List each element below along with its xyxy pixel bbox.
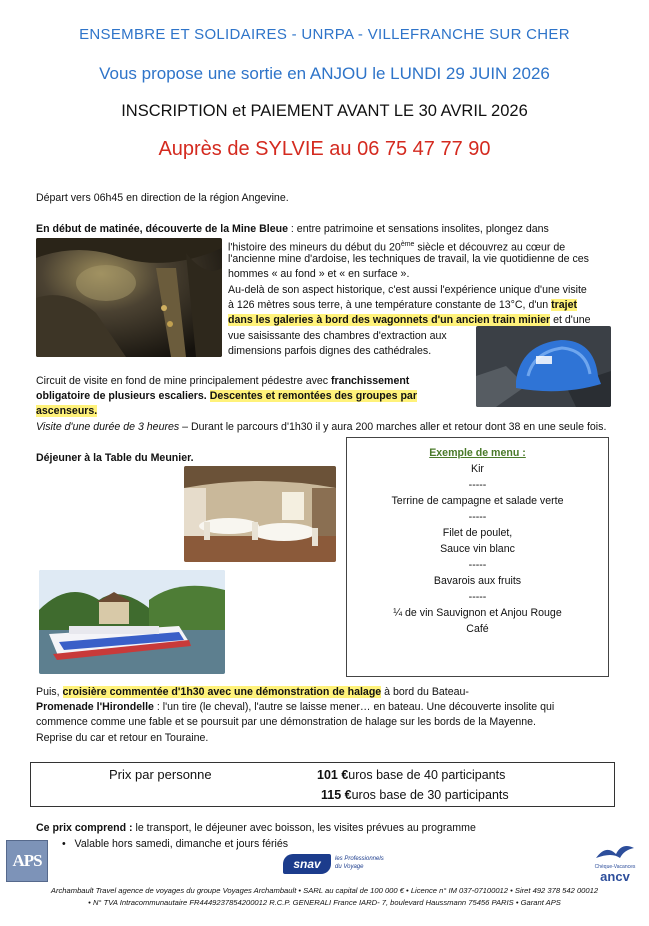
circuit-line-1-pre: Circuit de visite en fond de mine principalement pédestre avec [36, 375, 332, 387]
circuit-highlight-elevators: ascenseurs. [36, 405, 98, 417]
mine-line-7-post: et d'une [550, 314, 591, 326]
association-title: ENSEMBRE ET SOLIDAIRES - UNRPA - VILLEFRANCHE SUR CHER [79, 26, 570, 43]
departure-text: Départ vers 06h45 en direction de la région Angevine. [36, 192, 289, 204]
menu-lines [347, 462, 608, 637]
ancv-tagline: Chèque-Vacances [594, 864, 636, 870]
ancv-text: ancv [600, 869, 630, 884]
cruise-highlight: croisière commentée d'1h30 avec une démonstration de halage [62, 686, 382, 698]
price-row-2 [321, 788, 509, 802]
mine-line-8: vue saisissante des chambres d'extraction aux [228, 330, 447, 342]
cruise-line-2 [36, 700, 636, 715]
menu-item: Filet de poulet, [442, 527, 513, 539]
footer-line-2: • N° TVA Intracommunautaire FR4449237854200012 R.C.P. GENERALI France IARD- 7, boulevard Haussmann 75456 PARIS • Garant APS [88, 898, 561, 907]
ancv-logo [588, 840, 642, 884]
cruise-line-3: commence comme une fable et se poursuit par une démonstration de halage sur les bords de la Mayenne. [36, 716, 536, 728]
snav-logo [283, 852, 397, 878]
menu-separator: ----- [468, 511, 487, 523]
aps-logo-text: APS [12, 851, 42, 870]
mine-line-4: hommes « au fond » et « en surface ». [228, 268, 410, 280]
price-text-2: uros base de 30 participants [351, 788, 509, 802]
menu-item: Bavarois aux fruits [433, 575, 522, 587]
validity-text: Valable hors samedi, dimanche et jours fériés [74, 838, 289, 850]
mine-line-6 [228, 298, 618, 313]
mine-line-3: l'ancienne mine d'ardoise, les techniques de travail, la vie quotidienne de ces [228, 253, 589, 265]
ancv-bird-icon [588, 840, 642, 862]
duration-line [36, 420, 636, 435]
circuit-highlight-descent: Descentes et remontées des groupes par [209, 390, 417, 402]
mine-highlight-train: dans les galeries à bord des wagonnets d'un ancien train minier [228, 314, 551, 326]
circuit-line-2 [36, 389, 476, 404]
mine-highlight-trajet: trajet [551, 299, 577, 311]
mine-line-9: dimensions parfois dignes des cathédrales. [228, 345, 432, 357]
restaurant-photo [184, 466, 336, 562]
price-includes [36, 821, 616, 836]
price-box [30, 762, 615, 807]
cruise-line-4: Reprise du car et retour en Touraine. [36, 732, 209, 744]
menu-item: ¼ de vin Sauvignon et Anjou Rouge [393, 607, 562, 619]
cruise-boat-name: Promenade l'Hirondelle [36, 701, 154, 713]
mine-line-1 [36, 222, 614, 237]
mine-line-1-rest: : entre patrimoine et sensations insolites, plongez dans [287, 223, 549, 235]
lunch-title: Déjeuner à la Table du Meunier. [36, 452, 194, 464]
duration-rest: – Durant le parcours d'1h30 il y aura 200 marches aller et retour dont 38 en une seule fois. [179, 421, 607, 433]
circuit-line-3 [36, 404, 97, 419]
mine-line-2-sup: ème [400, 241, 415, 248]
snav-logo-mark: snav [283, 854, 331, 874]
menu-item: Terrine de campagne et salade verte [391, 495, 564, 507]
trip-proposal: Vous propose une sortie en ANJOU le LUNDI 29 JUIN 2026 [99, 64, 550, 83]
menu-separator: ----- [468, 591, 487, 603]
mine-line-2-pre: l'histoire des mineurs du début du 20 [228, 241, 401, 254]
circuit-line-1 [36, 374, 472, 389]
boat-photo [39, 570, 225, 674]
cruise-line-1-pre: Puis, [36, 686, 63, 698]
mine-photo [36, 238, 222, 357]
menu-item: Kir [471, 463, 484, 475]
price-text-1: uros base de 40 participants [348, 768, 506, 782]
mine-line-2-post: siècle et découvrez au cœur de [414, 241, 566, 254]
price-amount-1: 101 € [317, 768, 349, 782]
menu-separator: ----- [468, 559, 487, 571]
menu-separator: ----- [468, 479, 487, 491]
price-includes-label: Ce prix comprend : [36, 822, 133, 834]
helmet-photo [476, 326, 611, 407]
cruise-line-1-post: à bord du Bateau- [381, 686, 469, 698]
aps-logo [6, 840, 48, 882]
price-amount-2: 115 € [321, 788, 352, 802]
cruise-line-2-rest: : l'un tire (le cheval), l'autre se laisse mener… en bateau. Une découverte insolite qui [153, 701, 555, 713]
footer-line-1: Archambault Travel agence de voyages du groupe Voyages Archambault • SARL au capital de 100 000 € • Licence n° IM 037-07100012 • Siret 492 378 542 00012 [50, 886, 599, 895]
circuit-line-2-bold: obligatoire de plusieurs escaliers. [36, 390, 207, 402]
duration-italic: Visite d'une durée de 3 heures [36, 421, 180, 433]
contact-line: Auprès de SYLVIE au 06 75 47 77 90 [158, 138, 491, 160]
snav-tag-1: les Professionnels [335, 856, 384, 862]
circuit-line-1-bold: franchissement [331, 375, 410, 387]
registration-deadline: INSCRIPTION et PAIEMENT AVANT LE 30 AVRIL 2026 [121, 102, 528, 120]
price-row-1 [317, 768, 505, 782]
price-label: Prix par personne [109, 767, 212, 782]
snav-logo-tagline [335, 855, 384, 871]
bullet-dot: • [62, 838, 75, 850]
mine-line-6-pre: à 126 mètres sous terre, à une température constante de 13°C, d'un [228, 299, 552, 311]
mine-intro: En début de matinée, découverte de la Mine Bleue [36, 223, 288, 235]
menu-box [346, 437, 609, 677]
price-includes-text: le transport, le déjeuner avec boisson, les visites prévues au programme [132, 822, 476, 834]
menu-item: Sauce vin blanc [440, 543, 515, 555]
cruise-line-1 [36, 685, 614, 700]
menu-item: Café [466, 623, 489, 635]
menu-title: Exemple de menu : [429, 447, 526, 459]
mine-line-5: Au-delà de son aspect historique, c'est aussi l'expérience unique d'une visite [228, 284, 587, 296]
snav-tag-2: du Voyage [335, 864, 364, 870]
validity-bullet [62, 837, 288, 852]
